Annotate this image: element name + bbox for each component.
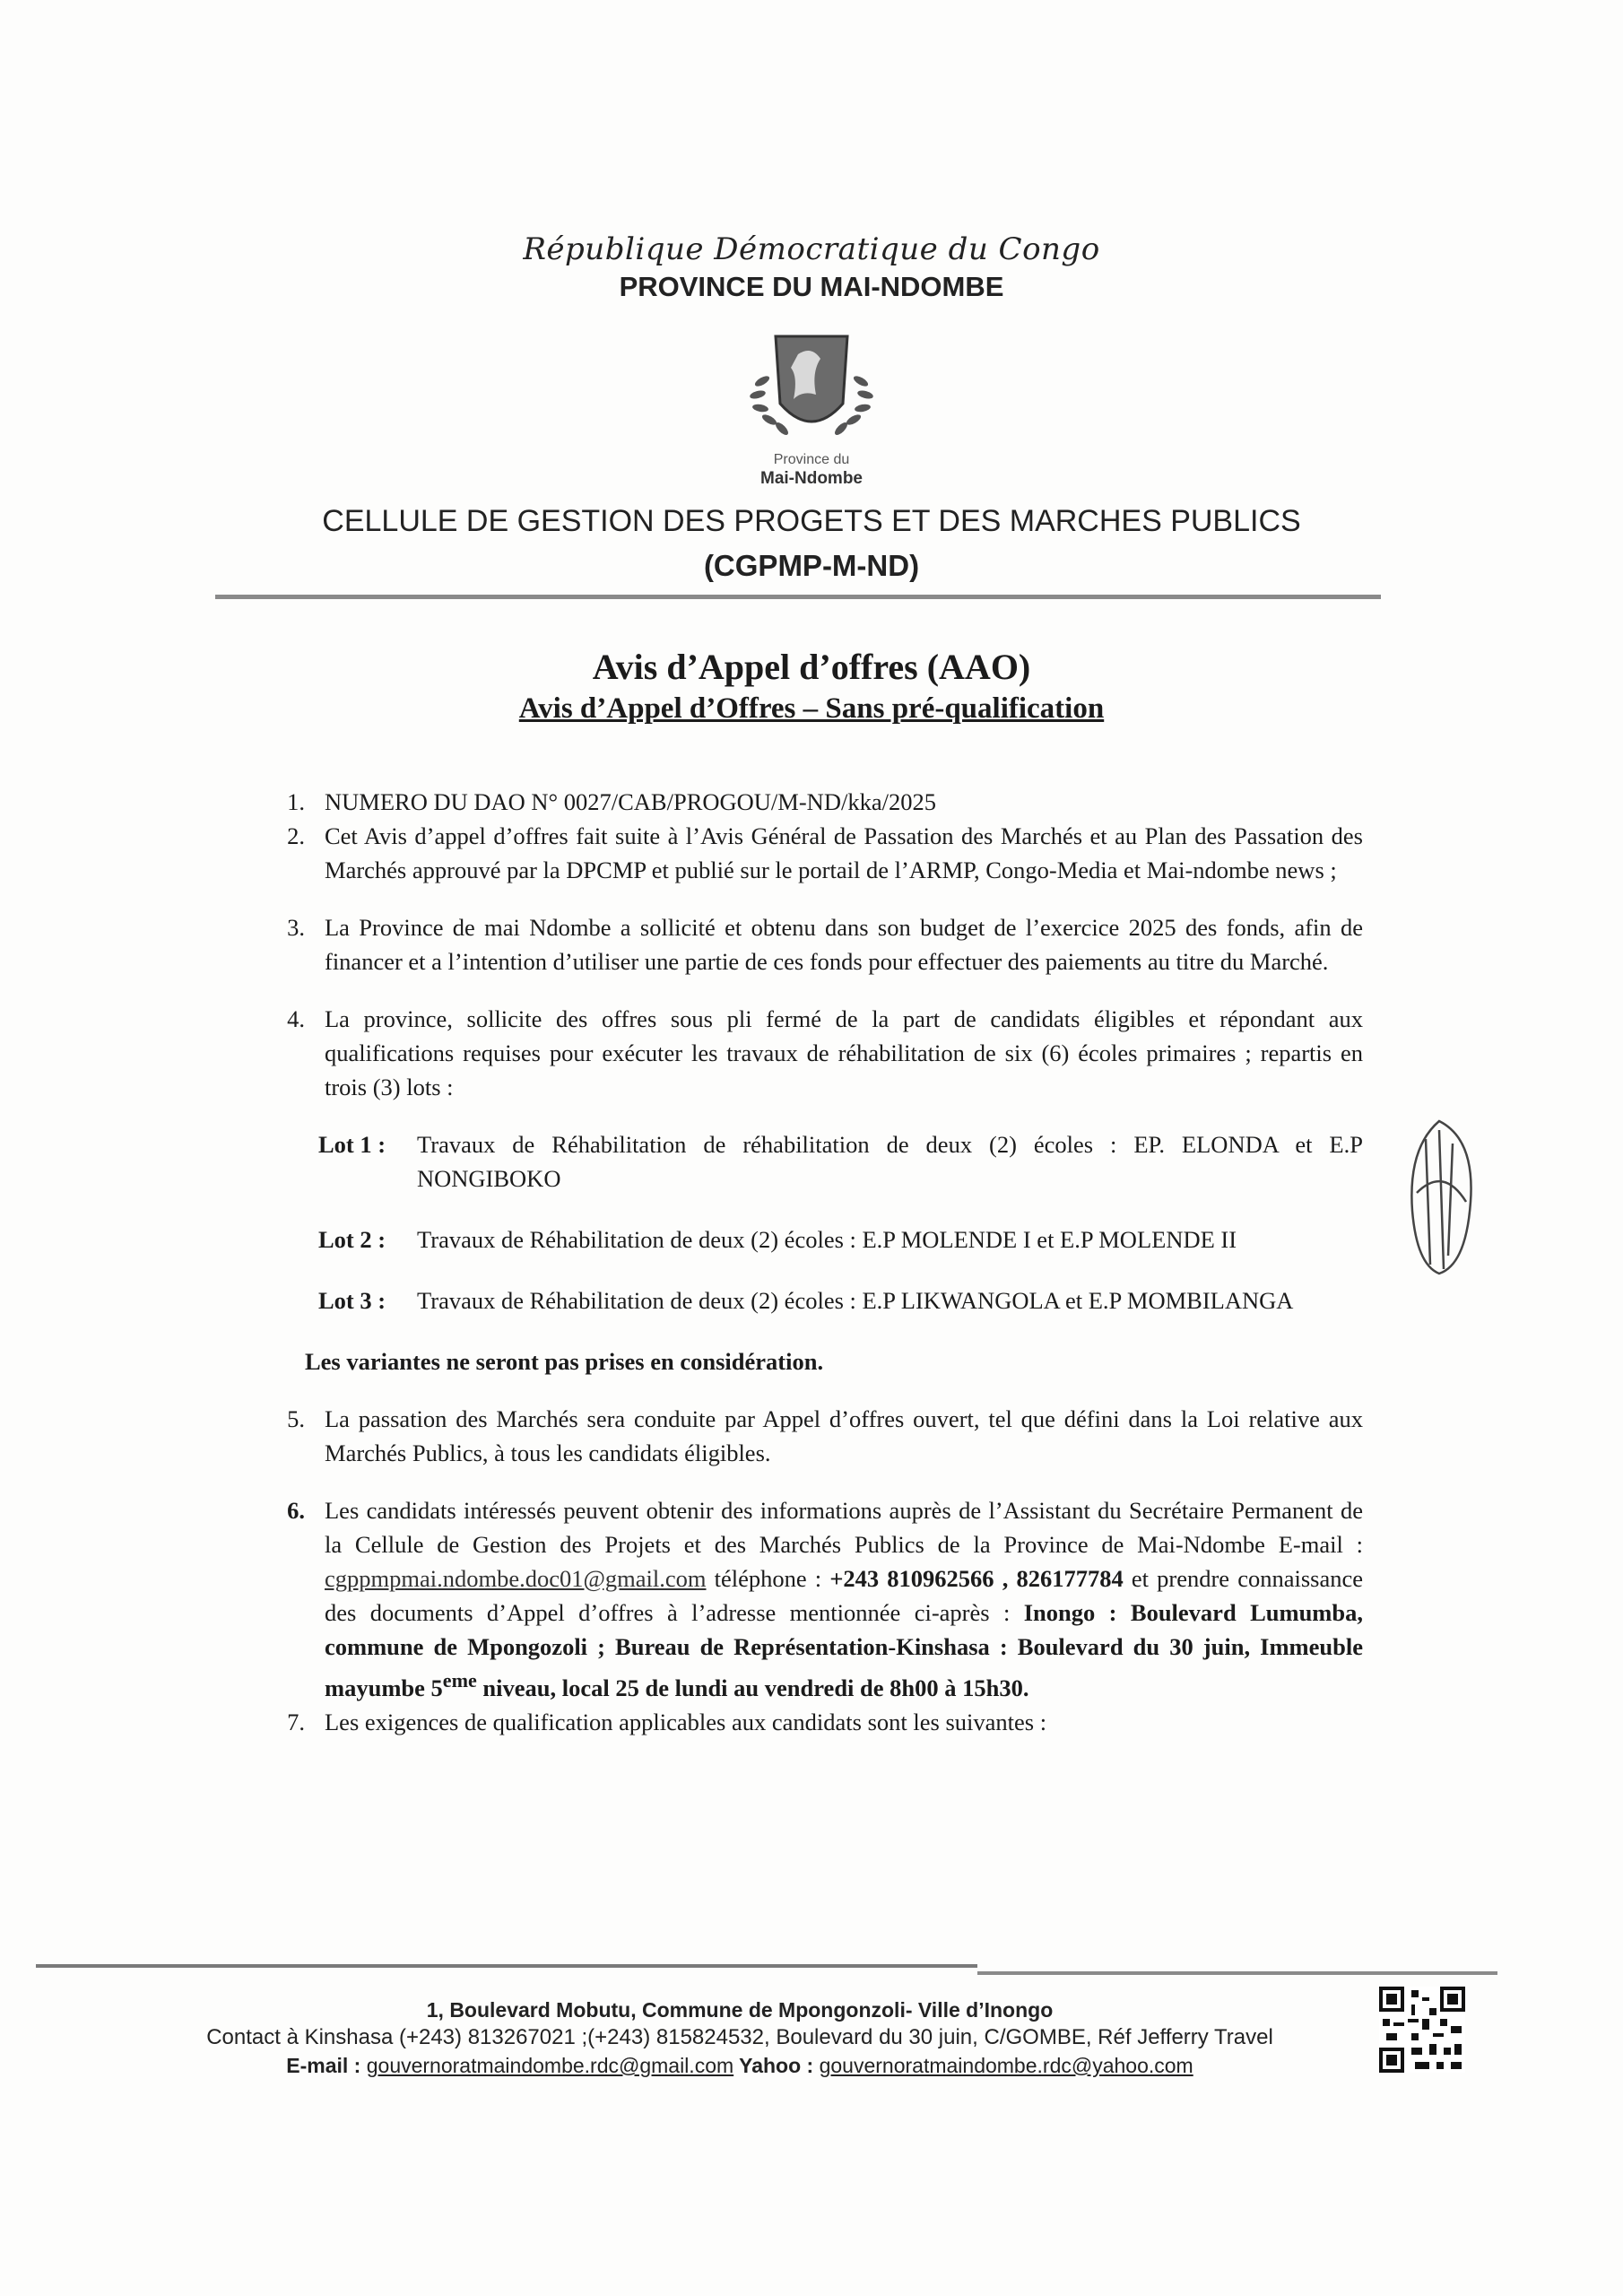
contact-email-link[interactable]: cgppmpmai.ndombe.doc01@gmail.com [325, 1565, 707, 1592]
contact-address-hours: niveau, local 25 de lundi au vendredi de 8h00 à 15h30. [476, 1674, 1029, 1701]
lot-2 [318, 1222, 1363, 1257]
notice-body [269, 785, 1363, 1762]
footer-emails [0, 2054, 1480, 2078]
footer-email-label: E-mail : [286, 2054, 367, 2077]
province-heading: PROVINCE DU MAI-NDOMBE [619, 271, 1004, 302]
list-item [269, 1493, 1363, 1705]
handwritten-signature-icon [1390, 1112, 1488, 1283]
list-item [269, 1002, 1363, 1104]
item-number: 1. [287, 788, 305, 815]
item-number: 3. [287, 914, 305, 941]
item-text: téléphone : [706, 1565, 830, 1592]
cellule-acronym: (CGPMP-M-ND) [703, 549, 920, 582]
list-item [269, 910, 1363, 978]
footer-gmail-link[interactable]: gouvernoratmaindombe.rdc@gmail.com [366, 2054, 734, 2077]
item-number: 7. [287, 1708, 305, 1735]
footer-yahoo-link[interactable]: gouvernoratmaindombe.rdc@yahoo.com [819, 2054, 1193, 2077]
variantes-note: Les variantes ne seront pas prises en considération. [305, 1348, 824, 1375]
list-item [269, 819, 1363, 887]
lot-3 [318, 1283, 1363, 1318]
lot-label: Lot 1 : [318, 1131, 386, 1158]
item-number: 6. [287, 1497, 305, 1524]
footer-divider-right [977, 1971, 1497, 1975]
item-text: et prendre connaissance des documents d’Appel d’offres à l’adresse mentionnée ci-après : [325, 1565, 1363, 1626]
footer-yahoo-label: Yahoo : [733, 2054, 820, 2077]
emblem-caption-top: Province du [773, 452, 850, 467]
lot-1 [318, 1127, 1363, 1196]
header-divider [215, 595, 1381, 599]
floor-superscript: eme [442, 1669, 477, 1692]
item-text: La province, sollicite des offres sous pli fermé de la part de candidats éligibles et répondant aux qualifications requises pour exécuter les travaux de réhabilitation de six (6) écoles primaires ; repartis en trois (3) lots : [325, 1005, 1363, 1100]
item-text: La passation des Marchés sera conduite par Appel d’offres ouvert, tel que défini dans la Loi relative aux Marchés Publics, à tous les candidats éligibles. [325, 1405, 1363, 1466]
item-text: NUMERO DU DAO N° 0027/CAB/PROGOU/M-ND/kka/2025 [325, 788, 936, 815]
document-title: Avis d’Appel d’offres (AAO) [592, 647, 1031, 687]
footer-contact: Contact à Kinshasa (+243) 813267021 ;(+243) 815824532, Boulevard du 30 juin, C/GOMBE, Réf Jefferry Travel [206, 2025, 1273, 2049]
document-subtitle: Avis d’Appel d’Offres – Sans pré-qualification [518, 692, 1105, 725]
lot-label: Lot 2 : [318, 1226, 386, 1253]
cellule-heading: CELLULE DE GESTION DES PROGETS ET DES MARCHES PUBLICS [322, 504, 1301, 538]
list-item [269, 1402, 1363, 1470]
contact-address: Inongo : Boulevard Lumumba, commune de Mpongozoli ; Bureau de Représentation-Kinshasa : Boulevard du 30 juin, Immeuble mayumbe 5 [325, 1599, 1363, 1701]
contact-phones: +243 810962566 , 826177784 [829, 1565, 1124, 1592]
item-text: Les candidats intéressés peuvent obtenir des informations auprès de l’Assistant du Secrétaire Permanent de la Cellule de Gestion des Projets et des Marchés Publics de la Province de Mai-Ndombe E-mail : [325, 1497, 1363, 1558]
item-text: Les exigences de qualification applicables aux candidats sont les suivantes : [325, 1708, 1047, 1735]
footer-divider-left [36, 1964, 977, 1968]
list-item [269, 785, 1363, 819]
lot-text: Travaux de Réhabilitation de deux (2) écoles : E.P MOLENDE I et E.P MOLENDE II [417, 1226, 1237, 1253]
item-text: Cet Avis d’appel d’offres fait suite à l’Avis Général de Passation des Marchés et au Plan des Passation des Marchés approuvé par la DPCMP et publié sur le portail de l’ARMP, Congo-Media et Mai-ndombe news ; [325, 822, 1363, 883]
item-number: 5. [287, 1405, 305, 1432]
emblem-caption-bottom: Mai-Ndombe [760, 469, 863, 488]
republic-heading: République Démocratique du Congo [523, 231, 1100, 267]
item-number: 4. [287, 1005, 305, 1032]
item-number: 2. [287, 822, 305, 849]
lot-label: Lot 3 : [318, 1287, 386, 1314]
list-item [269, 1705, 1363, 1739]
qr-code-icon [1379, 1987, 1465, 2073]
item-text: La Province de mai Ndombe a sollicité et obtenu dans son budget de l’exercice 2025 des fonds, afin de financer et a l’intention d’utiliser une partie de ces fonds pour effectuer des paiements au titre du Marché. [325, 914, 1363, 975]
lot-text: Travaux de Réhabilitation de réhabilitation de deux (2) écoles : EP. ELONDA et E.P NONGIBOKO [417, 1131, 1363, 1192]
footer-address: 1, Boulevard Mobutu, Commune de Mpongonzoli- Ville d’Inongo [426, 1998, 1054, 2022]
lot-text: Travaux de Réhabilitation de deux (2) écoles : E.P LIKWANGOLA et E.P MOMBILANGA [417, 1287, 1294, 1314]
